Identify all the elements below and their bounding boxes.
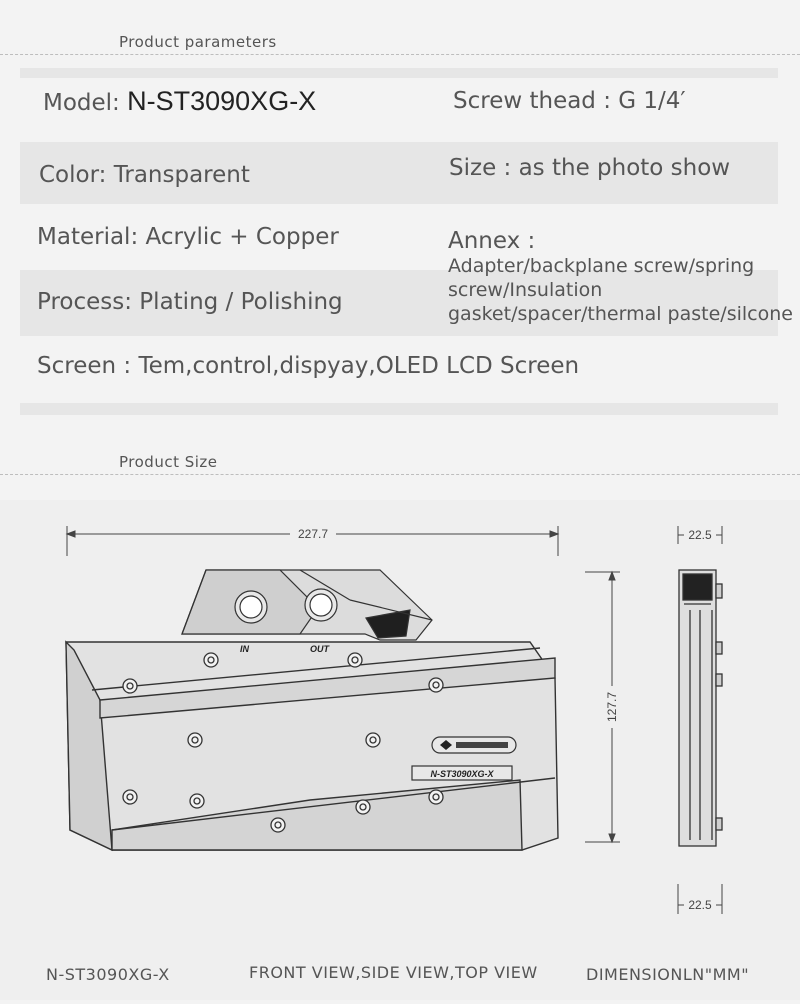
screw-hole (348, 653, 362, 667)
model-plate (412, 766, 512, 780)
screw-hole (366, 733, 380, 747)
width-label: 227.7 (297, 527, 329, 541)
caption-model: N-ST3090XG-X (46, 965, 170, 984)
screen-param: Screen : Tem,control,dispyay,OLED LCD Screen (37, 353, 580, 379)
inlet-label: IN (240, 644, 249, 654)
outlet-label: OUT (310, 644, 329, 654)
screw-hole (123, 679, 137, 693)
annex-list (448, 254, 793, 326)
brand-logo (432, 737, 516, 753)
section-divider (0, 54, 800, 55)
background-band (20, 68, 778, 78)
screw-hole (271, 818, 285, 832)
screw-hole (204, 653, 218, 667)
annex-label: Annex : (448, 228, 536, 254)
screw-hole (429, 790, 443, 804)
terminal-block (182, 570, 432, 640)
product-size-title: Product Size (119, 453, 218, 471)
height-label: 127.7 (605, 691, 619, 723)
product-parameters-title: Product parameters (119, 33, 277, 51)
screw-hole (188, 733, 202, 747)
dimension-drawing (0, 500, 800, 1000)
annex-line: screw/Insulation (448, 279, 603, 301)
screw-hole (429, 678, 443, 692)
screw-hole (356, 800, 370, 814)
annex-line: gasket/spacer/thermal paste/silcone (448, 303, 793, 325)
screw-thread-param: Screw thead : G 1/4′ (453, 88, 686, 114)
caption-views: FRONT VIEW,SIDE VIEW,TOP VIEW (249, 963, 538, 982)
annex-line: Adapter/backplane screw/spring (448, 255, 755, 277)
color-param: Color: Transparent (39, 162, 250, 188)
material-param: Material: Acrylic + Copper (37, 224, 339, 250)
side-view-body (679, 570, 722, 846)
side-bottom-label: 22.5 (688, 898, 712, 912)
model-value: N-ST3090XG-X (127, 86, 317, 116)
screw-hole (190, 794, 204, 808)
size-param: Size : as the photo show (449, 155, 731, 181)
caption-dimension: DIMENSIONLN"MM" (586, 965, 750, 984)
side-top-label: 22.5 (688, 528, 712, 542)
screw-hole (123, 790, 137, 804)
section-divider (0, 474, 800, 475)
model-label: Model: (43, 90, 120, 116)
process-param: Process: Plating / Polishing (37, 289, 343, 315)
model-param (43, 86, 316, 117)
plate-model-text: N-ST3090XG-X (430, 769, 494, 779)
background-band (20, 403, 778, 415)
dimension-diagram (0, 500, 800, 1000)
